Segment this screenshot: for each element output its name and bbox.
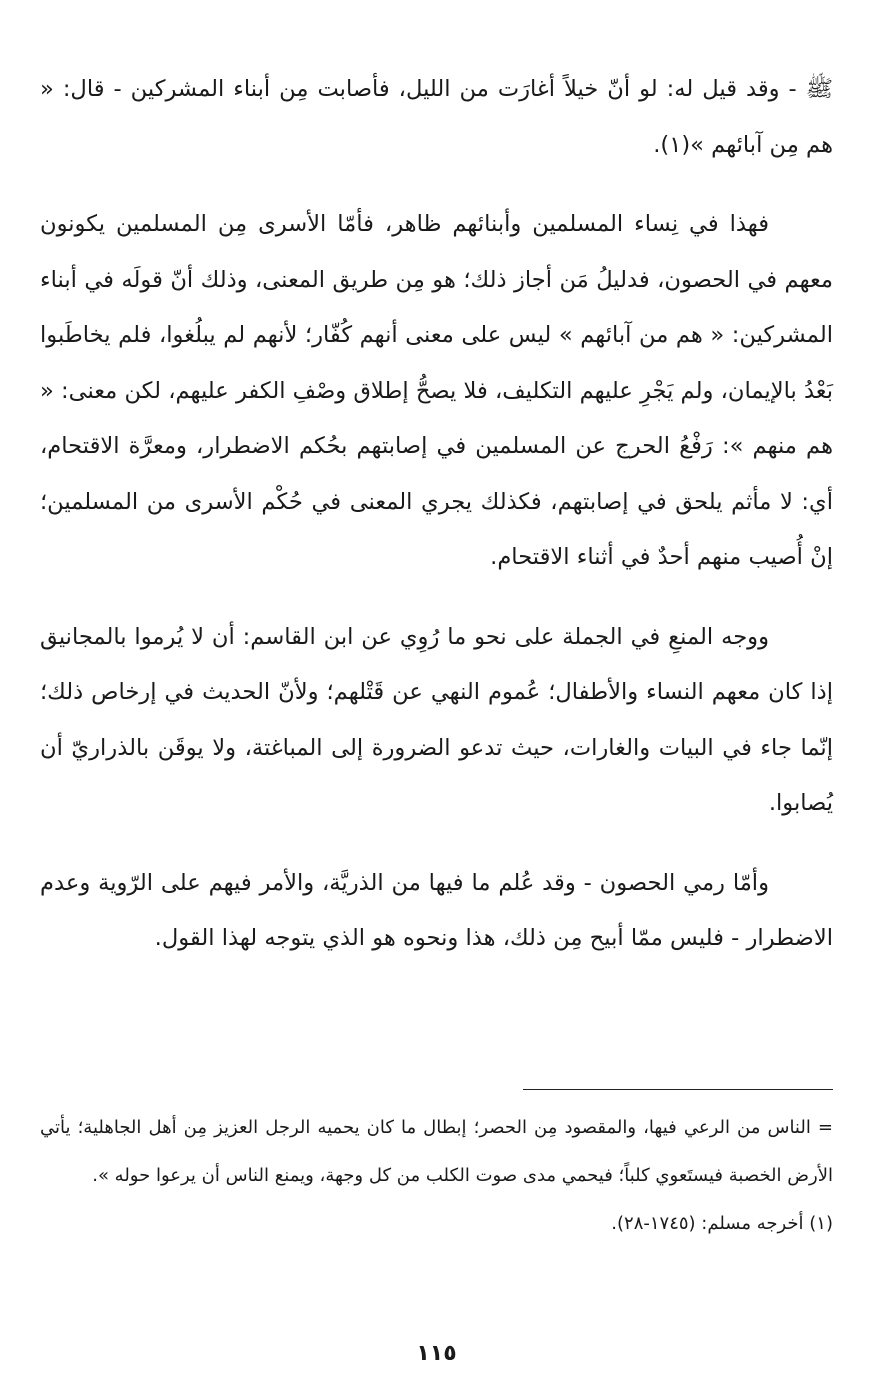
footnote-continuation: = الناس من الرعي فيها، والمقصود مِن الحصر؛ إبطال ما كان يحميه الرجل العزيز مِن أهل الجاهلية؛ يأتي الأرض الخصبة فيستَعوي كلباً؛ فيحمي مدى صوت الكلب من كل وجهة، ويمنع الناس أن يرعوا حوله ». <box>40 1117 833 1186</box>
paragraph-4: وأمّا رمي الحصون - وقد عُلم ما فيها من الذريَّة، والأمر فيهم على الرّوية وعدم الاضطرار - فليس ممّا أبيح مِن ذلك، هذا ونحوه هو الذي يتوجه لهذا القول. <box>40 869 833 951</box>
page-number: ١١٥ <box>416 1341 457 1366</box>
main-text <box>40 62 833 967</box>
paragraph-2: فهذا في نِساء المسلمين وأبنائهم ظاهر، فأمّا الأسرى مِن المسلمين يكونون معهم في الحصون، فدليلُ مَن أجاز ذلك؛ هو مِن طريق المعنى، وذلك أنّ قولَه في أبناء المشركين: « هم من آبائهم » ليس على معنى أنهم كُفّار؛ لأنهم لم يبلُغوا، فلم يخاطَبوا بَعْدُ بالإيمان، ولم يَجْرِ عليهم التكليف، فلا يصحُّ إطلاق وصْفِ الكفر عليهم، لكن معنى: « هم منهم »: رَفْعُ الحرج عن المسلمين في إصابتهم بحُكم الاضطرار، ومعرَّة الاقتحام، أي: لا مأثم يلحق في إصابتهم، فكذلك يجري المعنى في حُكْم الأسرى من المسلمين؛ إنْ أُصيب منهم أحدٌ في أثناء الاقتحام. <box>40 211 833 570</box>
paragraph-gap <box>40 832 833 856</box>
footnote-1: (١) أخرجه مسلم: (١٧٤٥-٢٨). <box>611 1213 833 1234</box>
footnotes <box>40 1104 833 1248</box>
paragraph-gap <box>40 173 833 197</box>
paragraph-3: ووجه المنعِ في الجملة على نحو ما رُوِي عن ابن القاسم: أن لا يُرموا بالمجانيق إذا كان معهم النساء والأطفال؛ عُموم النهي عن قَتْلهم؛ ولأنّ الحديث في إرخاص ذلك؛ إنّما جاء في البيات والغارات، حيث تدعو الضرورة إلى المباغتة، ولا يوقَن بالذراريّ أن يُصابوا. <box>40 623 833 816</box>
footnote-separator <box>523 1089 833 1090</box>
paragraph-1: ﷺ - وقد قيل له: لو أنّ خيلاً أغارَت من الليل، فأصابت مِن أبناء المشركين - قال: « هم مِن آبائهم »(١). <box>40 76 833 158</box>
paragraph-gap <box>40 586 833 610</box>
